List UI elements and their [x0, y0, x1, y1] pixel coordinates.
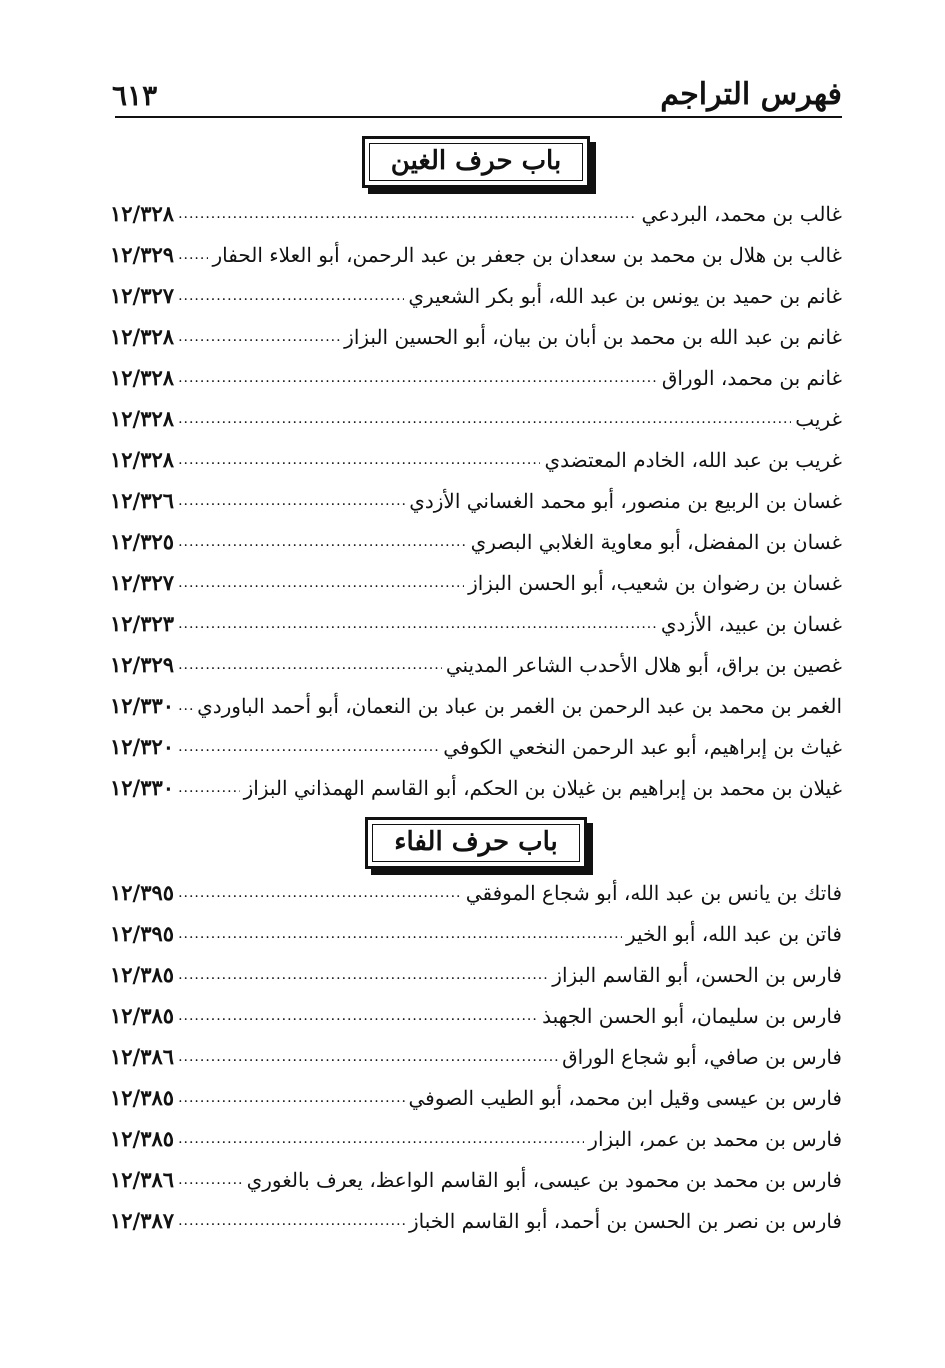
volume-page-ref: ١٢/٣٨٥: [110, 1003, 175, 1028]
entry-name: الغمر بن محمد بن عبد الرحمن بن الغمر بن عباد بن النعمان، أبو أحمد الباوردي: [197, 693, 842, 718]
volume-page-ref: ١٢/٣٨٧: [110, 1208, 175, 1233]
entry-name: غسان بن رضوان بن شعيب، أبو الحسن البزاز: [468, 570, 842, 595]
entry-name: غصين بن براق، أبو هلال الأحدب الشاعر المديني: [445, 652, 842, 677]
entry-name: فاتك بن يانس بن عبد الله، أبو شجاع الموفقي: [465, 880, 842, 905]
entry-name: غسان بن المفضل، أبو معاوية الغلابي البصري: [470, 529, 842, 554]
section-title: باب حرف الفاء: [365, 817, 587, 869]
page-header: [112, 60, 842, 112]
volume-page-ref: ١٢/٣٢٨: [110, 324, 175, 349]
volume-page-ref: ١٢/٣٣٠: [110, 775, 175, 800]
entry-name: غياث بن إبراهيم، أبو عبد الرحمن النخعي الكوفي: [443, 734, 842, 759]
entry-name: غسان بن عبيد، الأزدي: [660, 611, 842, 636]
index-entry: [110, 644, 842, 685]
index-entry: [110, 275, 842, 316]
index-entry: [110, 913, 842, 954]
dot-leader: [178, 613, 657, 635]
dot-leader: [178, 449, 540, 471]
entry-name: غسان بن الربيع بن منصور، أبو محمد الغساني الأزدي: [409, 488, 842, 513]
index-entry: [110, 521, 842, 562]
entry-name: غالب بن هلال بن محمد بن سعدان بن جعفر بن عبد الرحمن، أبو العلاء الحفار: [212, 242, 842, 267]
index-entry: [110, 954, 842, 995]
dot-leader: [178, 203, 637, 225]
dot-leader: [178, 736, 439, 758]
entry-name: غريب: [795, 406, 842, 431]
entry-name: فارس بن عيسى وقيل ابن محمد، أبو الطيب الصوفي: [408, 1085, 842, 1110]
volume-page-ref: ١٢/٣٢٧: [110, 570, 175, 595]
entry-name: فارس بن نصر بن الحسن بن أحمد، أبو القاسم الخباز: [408, 1208, 842, 1233]
dot-leader: [178, 1046, 558, 1068]
volume-page-ref: ١٢/٣٩٥: [110, 921, 175, 946]
dot-leader: [178, 1210, 405, 1232]
volume-page-ref: ١٢/٣٨٦: [110, 1044, 175, 1069]
entry-name: غريب بن عبد الله، الخادم المعتضدي: [544, 447, 842, 472]
entry-name: فارس بن سليمان، أبو الحسن الجهبذ: [542, 1003, 842, 1028]
index-entry: [110, 767, 842, 808]
running-title: فهرس التراجم: [660, 77, 842, 112]
entry-name: غالب بن محمد، البردعي: [641, 201, 842, 226]
index-entry: [110, 603, 842, 644]
index-entry: [110, 995, 842, 1036]
section-title: باب حرف الغين: [362, 136, 590, 188]
dot-leader: [178, 964, 548, 986]
index-entry: [110, 1159, 842, 1200]
dot-leader: [178, 326, 340, 348]
index-entry: [110, 357, 842, 398]
dot-leader: [178, 695, 193, 717]
dot-leader: [178, 367, 658, 389]
index-entry: [110, 316, 842, 357]
entry-name: غانم بن محمد، الوراق: [661, 365, 842, 390]
entry-name: غانم بن حميد بن يونس بن عبد الله، أبو بكر الشعيري: [408, 283, 842, 308]
index-entry: [110, 872, 842, 913]
index-entry: [110, 1200, 842, 1241]
dot-leader: [178, 654, 442, 676]
dot-leader: [178, 882, 462, 904]
dot-leader: [178, 1005, 538, 1027]
entry-list-ghain: [110, 193, 842, 808]
volume-page-ref: ١٢/٣٩٥: [110, 880, 175, 905]
dot-leader: [178, 285, 404, 307]
volume-page-ref: ١٢/٣٢٨: [110, 406, 175, 431]
dot-leader: [178, 923, 622, 945]
volume-page-ref: ١٢/٣٢٠: [110, 734, 175, 759]
volume-page-ref: ١٢/٣٢٨: [110, 365, 175, 390]
index-entry: [110, 439, 842, 480]
index-entry: [110, 685, 842, 726]
volume-page-ref: ١٢/٣٢٩: [110, 242, 175, 267]
index-entry: [110, 562, 842, 603]
volume-page-ref: ١٢/٣٨٥: [110, 962, 175, 987]
dot-leader: [178, 777, 240, 799]
index-entry: [110, 398, 842, 439]
volume-page-ref: ١٢/٣٨٥: [110, 1085, 175, 1110]
entry-list-faa: [110, 872, 842, 1241]
entry-name: غانم بن عبد الله بن محمد بن أبان بن بيان، أبو الحسين البزاز: [344, 324, 842, 349]
volume-page-ref: ١٢/٣٢٥: [110, 529, 175, 554]
entry-name: فارس بن محمد بن محمود بن عيسى، أبو القاسم الواعظ، يعرف بالغوري: [246, 1167, 842, 1192]
dot-leader: [178, 572, 464, 594]
index-entry: [110, 1118, 842, 1159]
entry-name: فاتن بن عبد الله، أبو الخير: [625, 921, 842, 946]
page-number: ٦١٣: [112, 79, 158, 112]
dot-leader: [178, 1169, 243, 1191]
volume-page-ref: ١٢/٣٢٦: [110, 488, 175, 513]
section-heading-ghain: [110, 136, 842, 188]
volume-page-ref: ١٢/٣٢٨: [110, 447, 175, 472]
volume-page-ref: ١٢/٣٣٠: [110, 693, 175, 718]
index-entry: [110, 234, 842, 275]
dot-leader: [178, 490, 405, 512]
volume-page-ref: ١٢/٣٨٦: [110, 1167, 175, 1192]
section-heading-faa: [110, 817, 842, 869]
index-entry: [110, 193, 842, 234]
index-entry: [110, 1036, 842, 1077]
entry-name: فارس بن الحسن، أبو القاسم البزاز: [552, 962, 842, 987]
volume-page-ref: ١٢/٣٢٩: [110, 652, 175, 677]
entry-name: غيلان بن محمد بن إبراهيم بن غيلان بن الحكم، أبو القاسم الهمذاني البزاز: [243, 775, 842, 800]
index-entry: [110, 726, 842, 767]
dot-leader: [178, 244, 208, 266]
entry-name: فارس بن محمد بن عمر، البزار: [588, 1126, 842, 1151]
entry-name: فارس بن صافي، أبو شجاع الوراق: [562, 1044, 842, 1069]
volume-page-ref: ١٢/٣٢٧: [110, 283, 175, 308]
volume-page-ref: ١٢/٣٨٥: [110, 1126, 175, 1151]
dot-leader: [178, 408, 791, 430]
volume-page-ref: ١٢/٣٢٣: [110, 611, 175, 636]
index-entry: [110, 480, 842, 521]
index-entry: [110, 1077, 842, 1118]
dot-leader: [178, 1087, 404, 1109]
header-rule: [115, 116, 842, 118]
dot-leader: [178, 1128, 584, 1150]
dot-leader: [178, 531, 467, 553]
volume-page-ref: ١٢/٣٢٨: [110, 201, 175, 226]
